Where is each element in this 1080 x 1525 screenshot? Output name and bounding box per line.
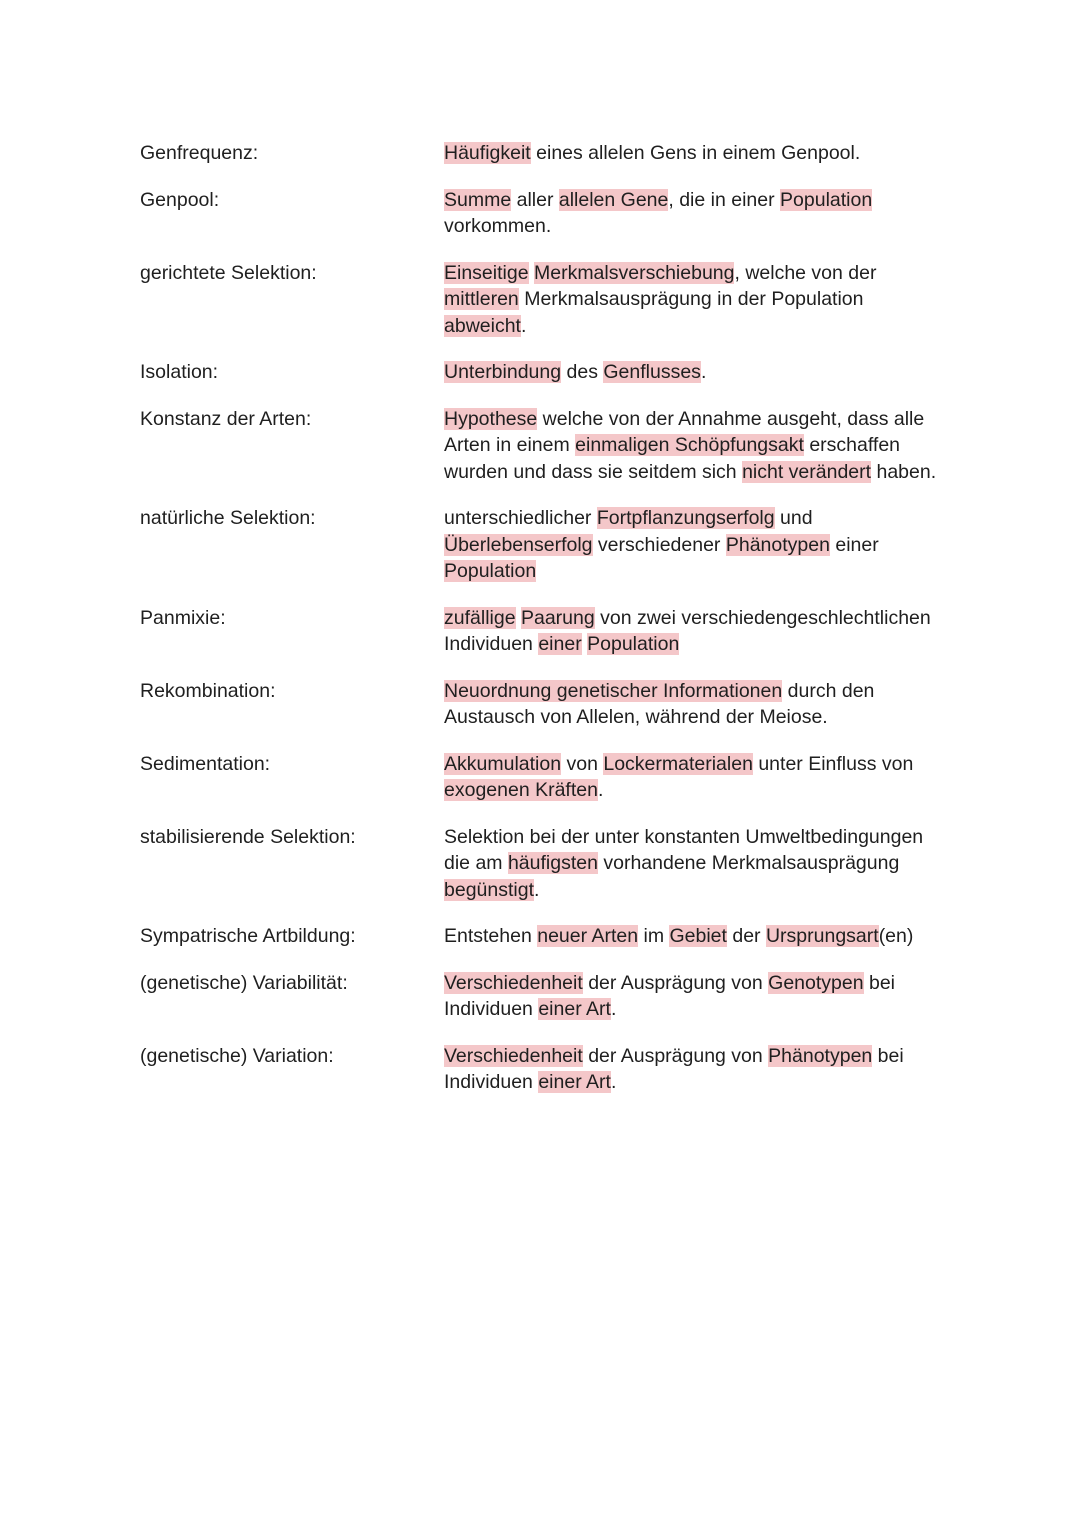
highlighted-phrase: Population [587, 633, 680, 655]
glossary-definition [444, 505, 944, 585]
glossary-definition [444, 824, 944, 904]
definition-text: . [520, 314, 527, 337]
highlighted-phrase: begünstigt [444, 878, 534, 901]
glossary-entry [140, 187, 960, 240]
glossary-definition [444, 260, 944, 340]
glossary-term: stabilisierende Selektion: [140, 825, 356, 848]
highlighted-phrase: Ursprungsart [765, 925, 879, 947]
glossary-entry [140, 359, 960, 386]
definition-text: der Ausprägung von [582, 971, 769, 994]
glossary-entry [140, 678, 960, 731]
definition-text: einer [829, 533, 879, 556]
definition-text: unter Einfluss von [752, 752, 914, 775]
glossary-definition [444, 406, 944, 486]
glossary-definition [444, 1043, 944, 1096]
definition-text: haben. [871, 460, 937, 483]
glossary-term: Genfrequenz: [140, 142, 259, 164]
highlighted-phrase: Summe [444, 188, 512, 211]
glossary-entry [140, 406, 960, 486]
definition-text: , die in einer [668, 188, 781, 211]
glossary-entry [140, 824, 960, 904]
definition-text: der [726, 925, 766, 947]
definition-text: unterschiedlicher [444, 507, 597, 529]
highlighted-phrase: Phänotypen [768, 1044, 873, 1067]
highlighted-phrase: Unterbindung [444, 361, 562, 383]
definition-text: . [700, 361, 707, 383]
definition-text: Merkmalsausprägung in der Population [518, 288, 864, 310]
definition-text: bei Individuen [444, 971, 896, 1020]
definition-text: von zwei verschiedengeschlechtlichen Individuen [444, 606, 931, 655]
definition-text: (en) [878, 925, 914, 947]
glossary-definition [444, 923, 944, 950]
glossary-entry [140, 260, 960, 340]
glossary-definition [444, 140, 944, 167]
highlighted-phrase: Häufigkeit [444, 142, 531, 164]
glossary-definition [444, 605, 944, 658]
glossary-term: (genetische) Variabilität: [140, 971, 348, 994]
highlighted-phrase: Fortpflanzungserfolg [596, 507, 775, 529]
glossary-entry [140, 140, 960, 167]
highlighted-phrase: exogenen Kräften [444, 779, 598, 801]
highlighted-phrase: Population [780, 188, 873, 211]
definition-text: eines allelen Gens in einem Genpool. [530, 142, 861, 164]
highlighted-phrase: Population [444, 560, 537, 582]
highlighted-phrase: einer Art [538, 998, 611, 1020]
glossary-entry [140, 505, 960, 585]
glossary-term: Sedimentation: [140, 752, 271, 775]
glossary-entry [140, 605, 960, 658]
highlighted-phrase: nicht verändert [742, 460, 872, 483]
highlighted-phrase: Akkumulation [444, 752, 562, 775]
highlighted-phrase: Genotypen [768, 971, 864, 994]
highlighted-phrase: häufigsten [507, 852, 598, 874]
highlighted-phrase: Genflusses [603, 361, 701, 383]
highlighted-phrase: Verschiedenheit [444, 971, 583, 994]
definition-text: des [561, 361, 604, 383]
glossary-definition [444, 187, 944, 240]
glossary-term: Rekombination: [140, 679, 276, 702]
definition-text: . [610, 998, 617, 1020]
highlighted-phrase: neuer Arten [537, 925, 639, 947]
highlighted-phrase: zufällige [444, 606, 516, 629]
glossary-list [140, 140, 960, 1116]
highlighted-phrase: Lockermaterialen [603, 752, 753, 775]
definition-text: der Ausprägung von [582, 1044, 769, 1067]
glossary-definition [444, 678, 944, 731]
definition-text: verschiedener [592, 533, 726, 556]
highlighted-phrase: Merkmalsverschiebung [533, 261, 735, 284]
glossary-term: (genetische) Variation: [140, 1044, 334, 1067]
glossary-term: Genpool: [140, 188, 220, 211]
definition-text: welche von der Annahme ausgeht, dass alle Arten in einem [444, 407, 925, 456]
definition-text: Selektion bei der unter konstanten Umweltbedingungen die am [444, 825, 924, 874]
glossary-term: Isolation: [140, 361, 219, 383]
glossary-term: Sympatrische Artbildung: [140, 925, 356, 947]
highlighted-phrase: Phänotypen [725, 533, 830, 556]
definition-text: vorkommen. [444, 215, 552, 237]
definition-text: im [638, 925, 670, 947]
highlighted-phrase: einer Art [538, 1071, 611, 1093]
highlighted-phrase: Überlebenserfolg [444, 533, 593, 556]
glossary-term: Konstanz der Arten: [140, 407, 312, 430]
glossary-entry [140, 1043, 960, 1096]
definition-text: , welche von der [734, 261, 877, 284]
highlighted-phrase: einmaligen Schöpfungsakt [575, 434, 804, 456]
highlighted-phrase: Verschiedenheit [444, 1044, 583, 1067]
highlighted-phrase: abweicht [444, 314, 521, 337]
highlighted-phrase: Neuordnung genetischer Informationen [444, 679, 783, 702]
definition-text: erschaffen wurden und dass sie seitdem sich [444, 434, 901, 483]
highlighted-phrase: allelen Gene [558, 188, 669, 211]
glossary-definition [444, 359, 944, 386]
glossary-entry [140, 970, 960, 1023]
highlighted-phrase: Einseitige [444, 261, 529, 284]
glossary-entry [140, 751, 960, 804]
definition-text: von [561, 752, 604, 775]
definition-text: bei Individuen [444, 1044, 904, 1093]
glossary-entry [140, 923, 960, 950]
glossary-term: Panmixie: [140, 606, 226, 629]
highlighted-phrase: mittleren [444, 288, 519, 310]
definition-text: und [774, 507, 813, 529]
definition-text: aller [511, 188, 559, 211]
definition-text: Entstehen [444, 925, 538, 947]
highlighted-phrase: Paarung [520, 606, 595, 629]
glossary-term: gerichtete Selektion: [140, 261, 317, 284]
definition-text: . [597, 779, 604, 801]
highlighted-phrase: Hypothese [444, 407, 538, 430]
definition-text: . [610, 1071, 617, 1093]
highlighted-phrase: einer [538, 633, 582, 655]
definition-text: . [534, 878, 540, 901]
glossary-definition [444, 970, 944, 1023]
highlighted-phrase: Gebiet [669, 925, 727, 947]
definition-text: vorhandene Merkmalsausprägung [597, 852, 900, 874]
glossary-definition [444, 751, 944, 804]
definition-text: durch den Austausch von Allelen, während der Meiose. [444, 679, 875, 728]
glossary-term: natürliche Selektion: [140, 507, 316, 529]
